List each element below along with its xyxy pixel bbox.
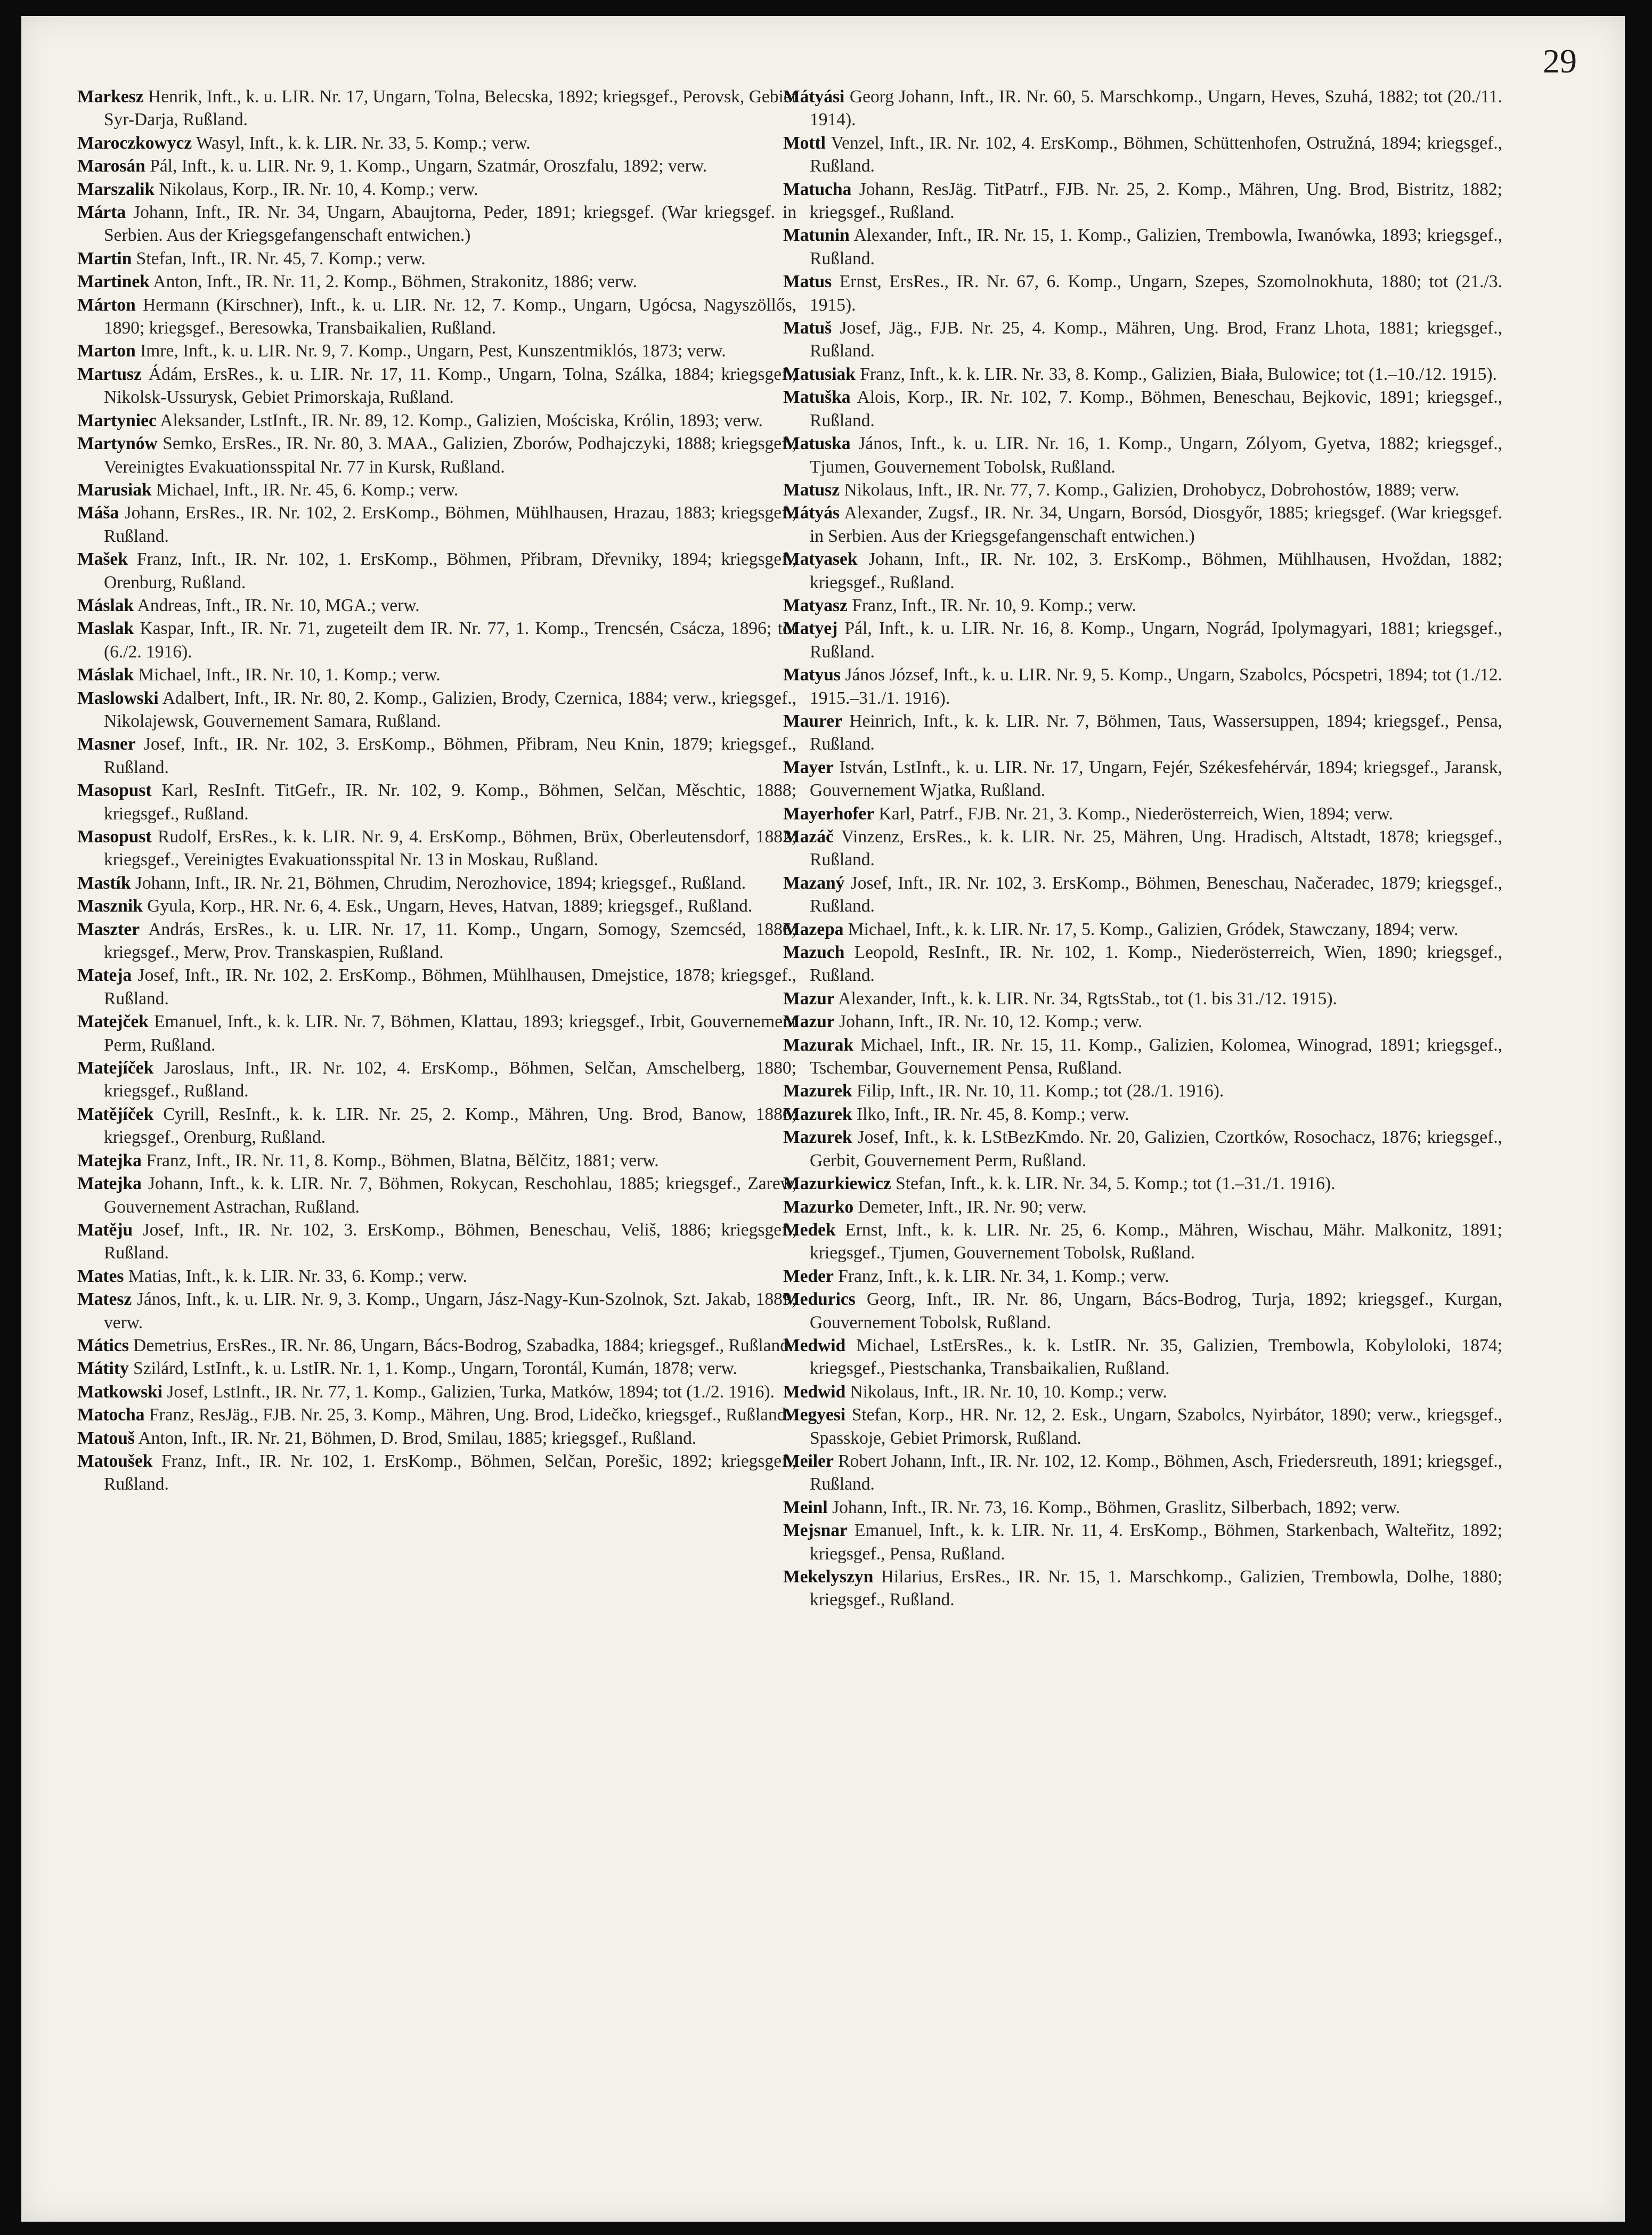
entry-details: Franz, Inft., IR. Nr. 102, 1. ErsKomp., Böhmen, Přibram, Dřevniky, 1894; kriegsgef., Orenburg, Rußland. xyxy=(104,549,796,592)
register-entry xyxy=(77,895,796,917)
entry-details: Stefan, Korp., HR. Nr. 12, 2. Esk., Ungarn, Szabolcs, Nyirbátor, 1890; verw., kriegsgef., Spasskoje, Gebiet Primorsk, Rußland. xyxy=(810,1405,1502,1448)
entry-details: Alois, Korp., IR. Nr. 102, 7. Komp., Böhmen, Beneschau, Bejkovic, 1891; kriegsgef., Rußland. xyxy=(810,387,1502,430)
entry-details: Pál, Inft., k. u. LIR. Nr. 16, 8. Komp., Ungarn, Nográd, Ipolymagyari, 1881; kriegsgef., Rußland. xyxy=(810,619,1502,662)
register-entry xyxy=(77,1288,796,1334)
entry-details: Nikolaus, Korp., IR. Nr. 10, 4. Komp.; verw. xyxy=(154,179,478,199)
entry-details: Nikolaus, Inft., IR. Nr. 10, 10. Komp.; verw. xyxy=(845,1381,1167,1402)
register-entry xyxy=(783,1334,1502,1380)
register-entry xyxy=(783,1218,1502,1265)
entry-surname: Meiler xyxy=(783,1451,834,1471)
entry-surname: Matuska xyxy=(783,434,851,454)
register-entry xyxy=(783,132,1502,178)
entry-details: Pál, Inft., k. u. LIR. Nr. 9, 1. Komp., Ungarn, Szatmár, Oroszfalu, 1892; verw. xyxy=(145,156,707,176)
register-entry xyxy=(77,363,796,409)
register-entry xyxy=(77,779,796,825)
entry-surname: Mazurek xyxy=(783,1127,852,1148)
register-entry xyxy=(77,1450,796,1496)
register-entry xyxy=(77,1403,796,1426)
entry-details: Robert Johann, Inft., IR. Nr. 102, 12. Komp., Böhmen, Asch, Friedersreuth, 1891; kriegsgef., Rußland. xyxy=(810,1451,1502,1494)
entry-details: Franz, Inft., IR. Nr. 10, 9. Komp.; verw. xyxy=(847,595,1137,615)
entry-details: Stefan, Inft., k. k. LIR. Nr. 34, 5. Komp.; tot (1.–31./1. 1916). xyxy=(891,1174,1336,1194)
entry-details: Cyrill, ResInft., k. k. LIR. Nr. 25, 2. Komp., Mähren, Ung. Brod, Banow, 1886; kriegsgef., Orenburg, Rußland. xyxy=(104,1104,796,1148)
register-entry xyxy=(77,617,796,663)
entry-details: Gyula, Korp., HR. Nr. 6, 4. Esk., Ungarn, Heves, Hatvan, 1889; kriegsgef., Rußland. xyxy=(142,896,753,916)
register-entry xyxy=(77,270,796,293)
entry-surname: Megyesi xyxy=(783,1405,846,1425)
entry-details: János József, Inft., k. u. LIR. Nr. 9, 5. Komp., Ungarn, Szabolcs, Pócspetri, 1894; tot (1./12. 1915.–31./1. 1916). xyxy=(810,665,1502,708)
entry-details: Franz, Inft., k. k. LIR. Nr. 34, 1. Komp.; verw. xyxy=(833,1266,1169,1286)
entry-surname: Maslowski xyxy=(77,688,159,708)
entry-surname: Medurics xyxy=(783,1289,856,1310)
entry-surname: Martynów xyxy=(77,434,158,454)
entry-surname: Matkowski xyxy=(77,1381,163,1402)
entry-surname: Mašek xyxy=(77,549,128,570)
entry-details: János, Inft., k. u. LIR. Nr. 16, 1. Komp., Ungarn, Zólyom, Gyetva, 1882; kriegsgef., Tjumen, Gouvernement Tobolsk, Rußland. xyxy=(810,434,1502,477)
entry-surname: Mátics xyxy=(77,1335,129,1355)
entry-surname: Matyej xyxy=(783,619,838,639)
entry-details: Kaspar, Inft., IR. Nr. 71, zugeteilt dem IR. Nr. 77, 1. Komp., Trencsén, Csácza, 1896; tot (6./2. 1916). xyxy=(104,619,796,662)
register-entry xyxy=(783,663,1502,710)
entry-surname: Maroczkowycz xyxy=(77,133,192,153)
entry-surname: Matuš xyxy=(783,318,832,338)
entry-details: Demeter, Inft., IR. Nr. 90; verw. xyxy=(853,1197,1087,1217)
entry-details: Emanuel, Inft., k. k. LIR. Nr. 7, Böhmen, Klattau, 1893; kriegsgef., Irbit, Gouvernement Perm, Rußland. xyxy=(104,1012,796,1055)
entry-details: Anton, Inft., IR. Nr. 11, 2. Komp., Böhmen, Strakonitz, 1886; verw. xyxy=(149,272,637,292)
register-entry xyxy=(783,1079,1502,1102)
register-entry xyxy=(783,1403,1502,1450)
register-entry xyxy=(77,501,796,548)
register-entry xyxy=(77,132,796,155)
entry-surname: Maurer xyxy=(783,711,843,731)
register-entry xyxy=(77,1056,796,1103)
entry-details: András, ErsRes., k. u. LIR. Nr. 17, 11. Komp., Ungarn, Somogy, Szemcséd, 1886; kriegsgef., Merw, Prov. Transkaspien, Rußland. xyxy=(104,919,796,963)
register-entry xyxy=(783,224,1502,270)
register-entry xyxy=(783,872,1502,918)
entry-surname: Matyasek xyxy=(783,549,858,570)
register-entry xyxy=(783,802,1502,825)
page-number: 29 xyxy=(1543,42,1577,80)
entry-details: Demetrius, ErsRes., IR. Nr. 86, Ungarn, Bács-Bodrog, Szabadka, 1884; kriegsgef., Rußland. xyxy=(128,1335,794,1355)
entry-surname: Markesz xyxy=(77,87,144,107)
entry-details: Michael, Inft., IR. Nr. 45, 6. Komp.; verw. xyxy=(151,479,459,500)
register-entry xyxy=(77,964,796,1010)
entry-surname: Máslak xyxy=(77,595,134,615)
entry-surname: Mateja xyxy=(77,965,132,986)
entry-surname: Mátity xyxy=(77,1359,129,1379)
entry-surname: Matyus xyxy=(783,665,841,685)
entry-surname: Mazur xyxy=(783,988,835,1009)
entry-details: Ernst, ErsRes., IR. Nr. 67, 6. Komp., Ungarn, Szepes, Szomolnokhuta, 1880; tot (21./3. 1915). xyxy=(810,272,1502,315)
register-entry xyxy=(77,1010,796,1056)
register-entry xyxy=(77,594,796,617)
entry-surname: Máša xyxy=(77,503,119,523)
entry-details: Vinzenz, ErsRes., k. k. LIR. Nr. 25, Mähren, Ung. Hradisch, Altstadt, 1878; kriegsgef., Rußland. xyxy=(810,827,1502,870)
entry-surname: Matusz xyxy=(783,479,840,500)
register-entry xyxy=(77,1218,796,1265)
register-entry xyxy=(783,1519,1502,1565)
register-entry xyxy=(783,1172,1502,1195)
register-entry xyxy=(783,987,1502,1010)
register-entry xyxy=(77,85,796,132)
entry-details: Aleksander, LstInft., IR. Nr. 89, 12. Komp., Galizien, Mościska, Królin, 1893; verw. xyxy=(156,410,763,430)
entry-surname: Masopust xyxy=(77,781,152,801)
entry-surname: Mayerhofer xyxy=(783,803,875,824)
entry-details: Filip, Inft., IR. Nr. 10, 11. Komp.; tot (28./1. 1916). xyxy=(852,1081,1224,1101)
entry-details: Georg, Inft., IR. Nr. 86, Ungarn, Bács-Bodrog, Turja, 1892; kriegsgef., Kurgan, Gouvernement Tobolsk, Rußland. xyxy=(810,1289,1502,1332)
entry-surname: Mazurak xyxy=(783,1035,854,1055)
entry-details: Georg Johann, Inft., IR. Nr. 60, 5. Marschkomp., Ungarn, Heves, Szuhá, 1882; tot (20./11. 1914). xyxy=(810,87,1502,130)
entry-surname: Matějíček xyxy=(77,1104,154,1124)
entry-surname: Matocha xyxy=(77,1405,145,1425)
entry-surname: Matouš xyxy=(77,1428,135,1448)
entry-surname: Meder xyxy=(783,1266,834,1286)
register-entry xyxy=(783,316,1502,363)
register-entry xyxy=(77,1427,796,1450)
entry-surname: Martyniec xyxy=(77,410,157,430)
entry-details: Josef, LstInft., IR. Nr. 77, 1. Komp., Galizien, Turka, Matków, 1894; tot (1./2. 1916). xyxy=(162,1381,775,1402)
entry-details: Heinrich, Inft., k. k. LIR. Nr. 7, Böhmen, Taus, Wassersuppen, 1894; kriegsgef., Pensa, Rußland. xyxy=(810,711,1502,754)
entry-details: Emanuel, Inft., k. k. LIR. Nr. 11, 4. ErsKomp., Böhmen, Starkenbach, Walteřitz, 1892; kriegsgef., Pensa, Rußland. xyxy=(810,1521,1502,1564)
register-entry xyxy=(783,1496,1502,1519)
entry-surname: Masner xyxy=(77,734,136,754)
register-entry xyxy=(783,478,1502,501)
entry-details: Imre, Inft., k. u. LIR. Nr. 9, 7. Komp., Ungarn, Pest, Kunszentmiklós, 1873; verw. xyxy=(135,341,726,361)
register-entry xyxy=(783,1288,1502,1334)
entry-surname: Mazurko xyxy=(783,1197,854,1217)
entry-surname: Mazaný xyxy=(783,873,845,893)
entry-surname: Matunin xyxy=(783,225,850,246)
entry-details: Johann, Inft., IR. Nr. 34, Ungarn, Abaujtorna, Peder, 1891; kriegsgef. (War kriegsgef. in Serbien. Aus der Kriegsgefangenschaft entwichen.) xyxy=(104,202,796,246)
entry-details: Michael, Inft., IR. Nr. 15, 11. Komp., Galizien, Kolomea, Winograd, 1891; kriegsgef., Tschembar, Gouvernement Pensa, Rußland. xyxy=(810,1035,1502,1078)
entry-surname: Matěju xyxy=(77,1220,133,1240)
register-entry xyxy=(783,941,1502,987)
entry-details: Hilarius, ErsRes., IR. Nr. 15, 1. Marschkomp., Galizien, Trembowla, Dolhe, 1880; kriegsgef., Rußland. xyxy=(810,1567,1502,1610)
entry-details: Josef, Inft., k. k. LStBezKmdo. Nr. 20, Galizien, Czortków, Rosochacz, 1876; kriegsgef., Gerbit, Gouvernement Perm, Rußland. xyxy=(810,1127,1502,1171)
entry-surname: Medek xyxy=(783,1220,836,1240)
entry-surname: Marszalik xyxy=(77,179,155,199)
register-entry xyxy=(783,501,1502,548)
entry-details: Johann, Inft., IR. Nr. 73, 16. Komp., Böhmen, Graslitz, Silberbach, 1892; verw. xyxy=(827,1497,1401,1517)
register-entry xyxy=(783,825,1502,872)
register-entry xyxy=(783,85,1502,132)
register-entry xyxy=(783,1450,1502,1496)
entry-surname: Mátyási xyxy=(783,87,845,107)
register-entry xyxy=(77,247,796,270)
entry-details: Henrik, Inft., k. u. LIR. Nr. 17, Ungarn, Tolna, Belecska, 1892; kriegsgef., Perovsk, Gebiet Syr-Darja, Rußland. xyxy=(104,87,796,130)
entry-surname: Masopust xyxy=(77,827,152,847)
entry-surname: Medwid xyxy=(783,1381,846,1402)
entry-details: Leopold, ResInft., IR. Nr. 102, 1. Komp., Niederösterreich, Wien, 1890; kriegsgef., Rußland. xyxy=(810,942,1502,986)
entry-surname: Matyasz xyxy=(783,595,848,615)
entry-surname: Marosán xyxy=(77,156,145,176)
entry-surname: Mazur xyxy=(783,1012,835,1032)
entry-surname: Mazepa xyxy=(783,919,844,939)
entry-surname: Matuška xyxy=(783,387,851,408)
entry-details: Ernst, Inft., k. k. LIR. Nr. 25, 6. Komp., Mähren, Wischau, Mähr. Malkonitz, 1891; kriegsgef., Tjumen, Gouvernement Tobolsk, Rußland. xyxy=(810,1220,1502,1263)
entry-details: Josef, Jäg., FJB. Nr. 25, 4. Komp., Mähren, Ung. Brod, Franz Lhota, 1881; kriegsgef., Rußland. xyxy=(810,318,1502,361)
entry-details: Rudolf, ErsRes., k. k. LIR. Nr. 9, 4. ErsKomp., Böhmen, Brüx, Oberleutensdorf, 1882; kriegsgef., Vereinigtes Evakuationsspital Nr. 13 in Moskau, Rußland. xyxy=(104,827,796,870)
entry-details: Johann, Inft., IR. Nr. 21, Böhmen, Chrudim, Nerozhovice, 1894; kriegsgef., Rußland. xyxy=(131,873,746,893)
entry-details: Alexander, Zugsf., IR. Nr. 34, Ungarn, Borsód, Diosgyőr, 1885; kriegsgef. (War kriegsgef. in Serbien. Aus der Kriegsgefangenschaft entwichen.) xyxy=(810,503,1502,546)
register-entry xyxy=(77,872,796,895)
entry-details: Ilko, Inft., IR. Nr. 45, 8. Komp.; verw. xyxy=(852,1104,1129,1124)
entry-surname: Martin xyxy=(77,248,132,269)
register-entry xyxy=(783,1565,1502,1612)
entry-details: Franz, Inft., IR. Nr. 102, 1. ErsKomp., Böhmen, Selčan, Porešic, 1892; kriegsgef., Rußland. xyxy=(104,1451,796,1494)
entry-details: Hermann (Kirschner), Inft., k. u. LIR. Nr. 12, 7. Komp., Ungarn, Ugócsa, Nagyszöllős, 1890; kriegsgef., Beresowka, Transbaikalien, Rußland. xyxy=(104,295,796,338)
register-entry xyxy=(783,178,1502,224)
entry-surname: Matejíček xyxy=(77,1058,154,1078)
register-entry xyxy=(77,1172,796,1218)
entry-surname: Mejsnar xyxy=(783,1521,848,1541)
register-entry xyxy=(77,201,796,247)
register-entry xyxy=(77,825,796,872)
entry-details: Szilárd, LstInft., k. u. LstIR. Nr. 1, 1. Komp., Ungarn, Torontál, Kumán, 1878; verw. xyxy=(128,1359,737,1379)
entry-surname: Mekelyszyn xyxy=(783,1567,874,1587)
entry-surname: Martusz xyxy=(77,364,142,384)
register-entry xyxy=(77,478,796,501)
register-entry xyxy=(783,1196,1502,1218)
entry-details: Karl, ResInft. TitGefr., IR. Nr. 102, 9. Komp., Böhmen, Selčan, Měschtic, 1888; kriegsgef., Rußland. xyxy=(104,781,796,824)
register-entry xyxy=(783,432,1502,478)
entry-details: Andreas, Inft., IR. Nr. 10, MGA.; verw. xyxy=(134,595,420,615)
entry-surname: Matus xyxy=(783,272,832,292)
register-entry xyxy=(783,918,1502,941)
entry-details: Anton, Inft., IR. Nr. 21, Böhmen, D. Brod, Smilau, 1885; kriegsgef., Rußland. xyxy=(134,1428,697,1448)
entry-details: Michael, LstErsRes., k. k. LstIR. Nr. 35, Galizien, Trembowla, Kobyloloki, 1874; kriegsgef., Piestschanka, Transbaikalien, Rußland. xyxy=(810,1335,1502,1379)
register-entry xyxy=(77,1380,796,1403)
entry-surname: Matoušek xyxy=(77,1451,153,1471)
register-entry xyxy=(77,1265,796,1288)
entry-details: Venzel, Inft., IR. Nr. 102, 4. ErsKomp., Böhmen, Schüttenhofen, Ostružná, 1894; kriegsgef., Rußland. xyxy=(810,133,1502,176)
entry-details: Franz, Inft., IR. Nr. 11, 8. Komp., Böhmen, Blatna, Bělčitz, 1881; verw. xyxy=(141,1150,659,1171)
entry-surname: Mazáč xyxy=(783,827,834,847)
entry-details: Johann, Inft., IR. Nr. 102, 3. ErsKomp., Böhmen, Mühlhausen, Hvoždan, 1882; kriegsgef., Rußland. xyxy=(810,549,1502,592)
entry-surname: Mates xyxy=(77,1266,124,1286)
entry-details: Matias, Inft., k. k. LIR. Nr. 33, 6. Komp.; verw. xyxy=(124,1266,467,1286)
register-entry xyxy=(783,548,1502,594)
register-entry xyxy=(77,1334,796,1357)
entry-surname: Matesz xyxy=(77,1289,132,1310)
entry-surname: Martinek xyxy=(77,272,150,292)
entry-surname: Mazurkiewicz xyxy=(783,1174,891,1194)
register-entry xyxy=(77,1357,796,1380)
entry-surname: Matejka xyxy=(77,1174,142,1194)
entry-details: Stefan, Inft., IR. Nr. 45, 7. Komp.; verw. xyxy=(132,248,426,269)
register-entry xyxy=(783,1380,1502,1403)
entry-details: Wasyl, Inft., k. k. LIR. Nr. 33, 5. Komp.; verw. xyxy=(192,133,531,153)
entry-details: István, LstInft., k. u. LIR. Nr. 17, Ungarn, Fejér, Székesfehérvár, 1894; kriegsgef., Jaransk, Gouvernement Wjatka, Rußland. xyxy=(810,757,1502,801)
entry-details: Jaroslaus, Inft., IR. Nr. 102, 4. ErsKomp., Böhmen, Selčan, Amschelberg, 1880; kriegsgef., Rußland. xyxy=(104,1058,796,1101)
register-entry xyxy=(783,1010,1502,1033)
entry-details: Adalbert, Inft., IR. Nr. 80, 2. Komp., Galizien, Brody, Czernica, 1884; verw., kriegsgef., Nikolajewsk, Gouvernement Samara, Rußland. xyxy=(104,688,796,731)
entry-details: Alexander, Inft., k. k. LIR. Nr. 34, RgtsStab., tot (1. bis 31./12. 1915). xyxy=(834,988,1337,1009)
entry-surname: Mátyás xyxy=(783,503,840,523)
entry-surname: Mayer xyxy=(783,757,834,777)
register-entry xyxy=(77,339,796,362)
register-entry xyxy=(77,663,796,686)
register-entry xyxy=(783,1265,1502,1288)
register-entry xyxy=(77,432,796,478)
entry-details: Josef, Inft., IR. Nr. 102, 3. ErsKomp., Böhmen, Beneschau, Veliš, 1886; kriegsgef., Rußland. xyxy=(104,1220,796,1263)
register-entry xyxy=(77,918,796,964)
register-entry xyxy=(77,178,796,201)
register-entry xyxy=(783,363,1502,386)
register-entry xyxy=(77,687,796,733)
entry-details: Josef, Inft., IR. Nr. 102, 3. ErsKomp., Böhmen, Beneschau, Načeradec, 1879; kriegsgef., Rußland. xyxy=(810,873,1502,916)
entry-details: Nikolaus, Inft., IR. Nr. 77, 7. Komp., Galizien, Drohobycz, Dobrohostów, 1889; verw. xyxy=(840,479,1460,500)
entry-surname: Maslak xyxy=(77,619,134,639)
entry-details: Johann, ErsRes., IR. Nr. 102, 2. ErsKomp., Böhmen, Mühlhausen, Hrazau, 1883; kriegsgef., Rußland. xyxy=(104,503,796,546)
register-entry xyxy=(783,617,1502,663)
register-entry xyxy=(77,409,796,432)
entry-surname: Mazuch xyxy=(783,942,845,963)
entry-details: Alexander, Inft., IR. Nr. 15, 1. Komp., Galizien, Trembowla, Iwanówka, 1893; kriegsgef., Rußland. xyxy=(810,225,1502,269)
entry-details: Johann, Inft., k. k. LIR. Nr. 7, Böhmen, Rokycan, Reschohlau, 1885; kriegsgef., Zarew, Gouvernement Astrachan, Rußland. xyxy=(104,1174,796,1217)
entry-details: Franz, Inft., k. k. LIR. Nr. 33, 8. Komp., Galizien, Biała, Bulowice; tot (1.–10./12. 1915). xyxy=(855,364,1497,384)
register-entry xyxy=(783,386,1502,432)
entry-details: Josef, Inft., IR. Nr. 102, 2. ErsKomp., Böhmen, Mühlhausen, Dmejstice, 1878; kriegsgef., Rußland. xyxy=(104,965,796,1009)
register-entry xyxy=(77,1103,796,1149)
register-entry xyxy=(77,548,796,594)
entry-surname: Matucha xyxy=(783,179,852,199)
entry-surname: Máslak xyxy=(77,665,134,685)
entry-details: Johann, Inft., IR. Nr. 10, 12. Komp.; verw. xyxy=(834,1012,1143,1032)
entry-surname: Marusiak xyxy=(77,479,152,500)
entry-surname: Matusiak xyxy=(783,364,856,384)
register-entry xyxy=(783,594,1502,617)
left-column xyxy=(77,85,796,1496)
entry-surname: Matejček xyxy=(77,1012,149,1032)
entry-surname: Mottl xyxy=(783,133,826,153)
entry-surname: Mazurek xyxy=(783,1104,852,1124)
entry-surname: Márta xyxy=(77,202,126,223)
right-column xyxy=(783,85,1502,1612)
register-entry xyxy=(77,1149,796,1172)
entry-surname: Medwid xyxy=(783,1335,846,1355)
entry-details: Michael, Inft., k. k. LIR. Nr. 17, 5. Komp., Galizien, Gródek, Stawczany, 1894; verw. xyxy=(843,919,1459,939)
entry-surname: Meinl xyxy=(783,1497,828,1517)
entry-surname: Masznik xyxy=(77,896,143,916)
entry-surname: Mazurek xyxy=(783,1081,852,1101)
entry-surname: Matejka xyxy=(77,1150,142,1171)
entry-details: Franz, ResJäg., FJB. Nr. 25, 3. Komp., Mähren, Ung. Brod, Lidečko, kriegsgef., Rußland. xyxy=(144,1405,791,1425)
entry-details: Semko, ErsRes., IR. Nr. 80, 3. MAA., Galizien, Zborów, Podhajczyki, 1888; kriegsgef., Vereinigtes Evakuationsspital Nr. 77 in Kursk, Rußland. xyxy=(104,434,796,477)
register-entry xyxy=(77,155,796,177)
entry-surname: Marton xyxy=(77,341,136,361)
entry-details: János, Inft., k. u. LIR. Nr. 9, 3. Komp., Ungarn, Jász-Nagy-Kun-Szolnok, Szt. Jakab, 1889; verw. xyxy=(104,1289,796,1332)
entry-surname: Maszter xyxy=(77,919,140,939)
entry-details: Ádám, ErsRes., k. u. LIR. Nr. 17, 11. Komp., Ungarn, Tolna, Szálka, 1884; kriegsgef., Nikolsk-Ussurysk, Gebiet Primorskaja, Rußland. xyxy=(104,364,796,408)
register-entry xyxy=(783,270,1502,316)
register-entry xyxy=(783,756,1502,802)
register-entry xyxy=(77,733,796,779)
register-entry xyxy=(783,1103,1502,1126)
entry-surname: Mastík xyxy=(77,873,131,893)
entry-surname: Márton xyxy=(77,295,136,315)
register-entry xyxy=(783,1126,1502,1172)
entry-details: Michael, Inft., IR. Nr. 10, 1. Komp.; verw. xyxy=(134,665,441,685)
register-entry xyxy=(77,294,796,340)
entry-details: Josef, Inft., IR. Nr. 102, 3. ErsKomp., Böhmen, Přibram, Neu Knin, 1879; kriegsgef., Rußland. xyxy=(104,734,796,777)
register-entry xyxy=(783,1034,1502,1080)
entry-details: Johann, ResJäg. TitPatrf., FJB. Nr. 25, 2. Komp., Mähren, Ung. Brod, Bistritz, 1882; kriegsgef., Rußland. xyxy=(810,179,1502,223)
document-page xyxy=(21,16,1625,2222)
entry-details: Karl, Patrf., FJB. Nr. 21, 3. Komp., Niederösterreich, Wien, 1894; verw. xyxy=(874,803,1393,824)
register-entry xyxy=(783,710,1502,756)
